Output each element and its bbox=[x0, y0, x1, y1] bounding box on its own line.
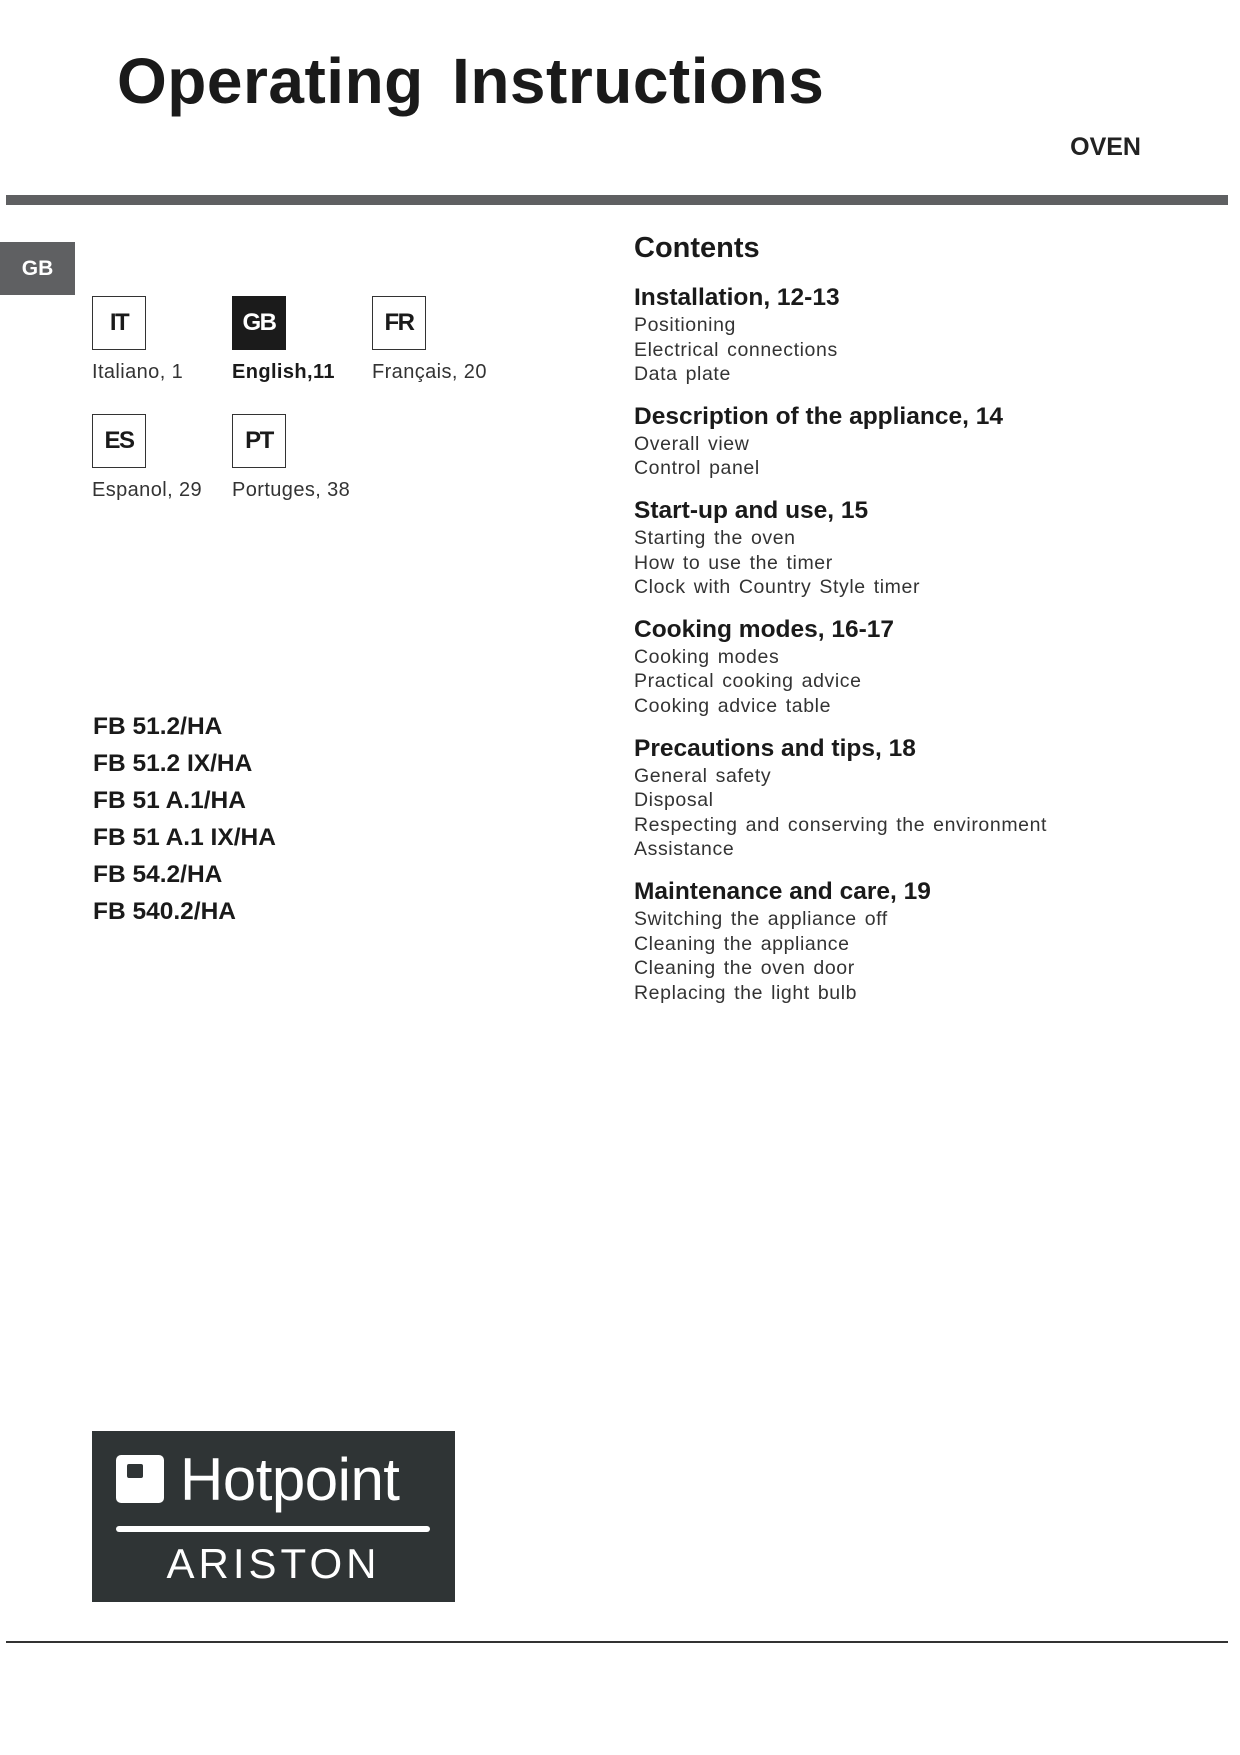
section-title: Precautions and tips, 18 bbox=[634, 734, 916, 762]
section-item: General safety bbox=[634, 764, 772, 787]
language-code-box: FR bbox=[372, 296, 426, 350]
logo-brand-line1: Hotpoint bbox=[180, 1446, 400, 1513]
section-item: Electrical connections bbox=[634, 338, 838, 361]
table-of-contents bbox=[634, 232, 1214, 1020]
language-code-box: PT bbox=[232, 414, 286, 468]
section-item: Replacing the light bulb bbox=[634, 981, 858, 1004]
model-number: FB 54.2/HA bbox=[93, 861, 223, 888]
language-label: Français, 20 bbox=[372, 361, 487, 383]
model-number: FB 51 A.1/HA bbox=[93, 787, 246, 814]
contents-section-cooking-modes bbox=[634, 615, 1214, 719]
language-item-it bbox=[92, 296, 242, 384]
model-number: FB 51.2/HA bbox=[93, 713, 223, 740]
product-type: OVEN bbox=[1070, 133, 1141, 161]
page-title: Operating Instructions bbox=[117, 45, 825, 117]
section-title: Installation, 12-13 bbox=[634, 284, 840, 311]
language-code-box: ES bbox=[92, 414, 146, 468]
model-number: FB 51 A.1 IX/HA bbox=[93, 824, 276, 851]
section-item: Clock with Country Style timer bbox=[634, 576, 921, 599]
section-item: Respecting and conserving the environment bbox=[634, 813, 1048, 836]
section-item: How to use the timer bbox=[634, 551, 833, 574]
section-item: Cooking modes bbox=[634, 645, 780, 668]
language-code-box-active: GB bbox=[232, 296, 286, 350]
section-item: Cooking advice table bbox=[634, 694, 832, 717]
contents-section-installation bbox=[634, 283, 1214, 387]
model-list bbox=[93, 708, 276, 930]
section-item: Disposal bbox=[634, 789, 714, 812]
language-item-es bbox=[92, 414, 242, 502]
section-item: Control panel bbox=[634, 457, 760, 480]
section-item: Overall view bbox=[634, 432, 750, 455]
contents-section-maintenance bbox=[634, 877, 1214, 1005]
hotpoint-ariston-logo bbox=[92, 1431, 455, 1602]
language-code-box: IT bbox=[92, 296, 146, 350]
section-title: Cooking modes, 16-17 bbox=[634, 615, 895, 643]
language-label: Espanol, 29 bbox=[92, 479, 203, 501]
section-item: Practical cooking advice bbox=[634, 670, 862, 693]
logo-divider bbox=[116, 1526, 430, 1532]
section-title: Description of the appliance, 14 bbox=[634, 402, 1003, 430]
language-item-pt bbox=[232, 414, 382, 502]
section-item: Data plate bbox=[634, 363, 731, 386]
model-number: FB 51.2 IX/HA bbox=[93, 750, 253, 777]
logo-brand-line2: ARISTON bbox=[166, 1540, 381, 1587]
language-label: Portuges, 38 bbox=[232, 479, 351, 501]
section-title: Maintenance and care, 19 bbox=[634, 877, 931, 905]
language-item-fr bbox=[372, 296, 522, 384]
section-item: Positioning bbox=[634, 314, 736, 336]
language-label: Italiano, 1 bbox=[92, 361, 184, 383]
section-item: Switching the appliance off bbox=[634, 907, 888, 930]
language-label-active: English,11 bbox=[232, 361, 335, 383]
header-divider bbox=[6, 195, 1228, 205]
language-item-gb bbox=[232, 296, 382, 384]
section-item: Cleaning the appliance bbox=[634, 932, 850, 955]
contents-section-precautions bbox=[634, 734, 1214, 862]
language-index bbox=[92, 296, 522, 536]
section-title: Start-up and use, 15 bbox=[634, 496, 869, 524]
section-item: Assistance bbox=[634, 838, 735, 861]
contents-section-description bbox=[634, 402, 1214, 481]
brand-mark-icon bbox=[116, 1455, 164, 1503]
model-number: FB 540.2/HA bbox=[93, 898, 236, 925]
contents-heading: Contents bbox=[634, 232, 760, 264]
footer-divider bbox=[6, 1641, 1228, 1643]
contents-section-startup bbox=[634, 496, 1214, 600]
section-item: Cleaning the oven door bbox=[634, 957, 855, 980]
language-side-tab: GB bbox=[0, 242, 75, 295]
section-item: Starting the oven bbox=[634, 526, 796, 549]
